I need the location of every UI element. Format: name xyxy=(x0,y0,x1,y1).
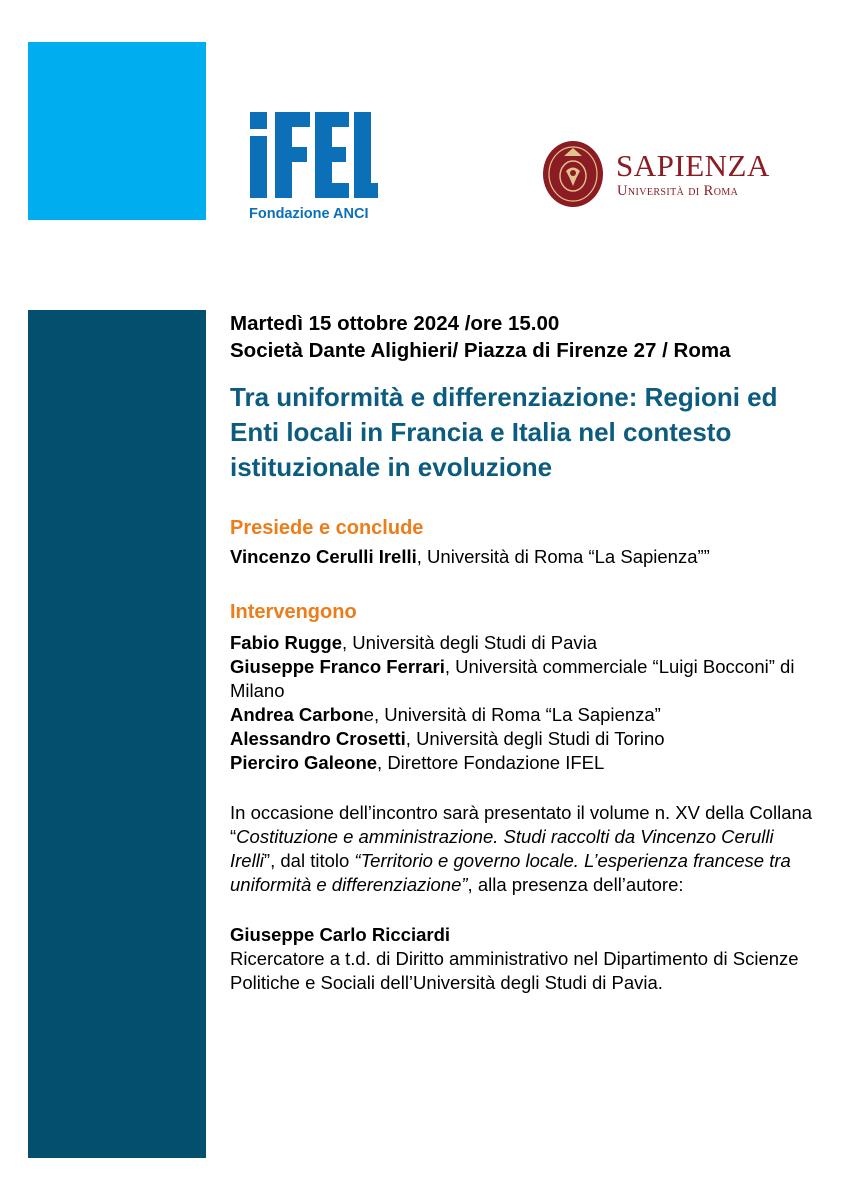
sapienza-logo xyxy=(542,138,772,212)
speaker-affiliation: , Università degli Studi di Torino xyxy=(405,728,665,749)
book-title: “Territorio e governo locale. L’esperienza francese tra uniformità e differenziazione” xyxy=(230,850,791,895)
author-name: Giuseppe Carlo Ricciardi xyxy=(230,924,451,945)
speaker-name-rest: e xyxy=(363,704,374,725)
author-block xyxy=(230,923,820,995)
decorative-cyan-block xyxy=(28,42,206,220)
presentation-outro: , alla presenza dell’autore: xyxy=(467,874,684,895)
event-content xyxy=(230,310,820,995)
presentation-intro: In occasione dell’incontro sarà presentato il volume n. XV della Collana “ xyxy=(230,802,813,847)
chair-heading: Presiede e conclude xyxy=(230,517,424,539)
speaker-affiliation: , Università commerciale “Luigi Bocconi” di Milano xyxy=(230,656,795,701)
speaker-entry xyxy=(230,727,820,751)
speaker-affiliation: , Direttore Fondazione IFEL xyxy=(377,752,605,773)
speaker-name: Giuseppe Franco Ferrari xyxy=(230,656,445,677)
speaker-name: Alessandro Crosetti xyxy=(230,728,406,749)
chair-affiliation: , Università di Roma “La Sapienza”” xyxy=(416,546,710,567)
sapienza-seal-icon xyxy=(542,140,604,208)
ifel-logo xyxy=(248,112,378,222)
sapienza-name: SAPIENZA xyxy=(616,148,770,183)
event-title: Tra uniformità e differenziazione: Regioni ed Enti locali in Francia e Italia nel contesto istituzionale in evoluzione xyxy=(230,382,778,482)
ifel-wordmark xyxy=(248,112,378,198)
presentation-paragraph xyxy=(230,801,820,897)
author-role: Ricercatore a t.d. di Diritto amministrativo nel Dipartimento di Scienze Politiche e Sociali dell’Università degli Studi di Pavia. xyxy=(230,948,799,993)
speaker-entry xyxy=(230,703,820,727)
presentation-mid: ”, dal titolo xyxy=(263,850,355,871)
series-title: Costituzione e amministrazione. Studi raccolti da Vincenzo Cerulli Irelli xyxy=(230,826,774,871)
speaker-name: Fabio Rugge xyxy=(230,632,343,653)
speaker-entry xyxy=(230,655,820,703)
speaker-affiliation: , Università degli Studi di Pavia xyxy=(342,632,598,653)
decorative-navy-sidebar xyxy=(28,310,206,1158)
speaker-name: Andrea Carbon xyxy=(230,704,364,725)
speakers-heading: Intervengono xyxy=(230,601,357,623)
chair-entry xyxy=(230,545,820,569)
speaker-affiliation: , Università di Roma “La Sapienza” xyxy=(373,704,661,725)
speaker-entry xyxy=(230,751,820,775)
sapienza-university: Università di Roma xyxy=(617,183,739,199)
chair-name: Vincenzo Cerulli Irelli xyxy=(230,546,417,567)
event-venue: Società Dante Alighieri/ Piazza di Firenze 27 / Roma xyxy=(230,339,731,362)
speaker-entry xyxy=(230,631,820,655)
event-date-time: Martedì 15 ottobre 2024 /ore 15.00 xyxy=(230,312,560,335)
ifel-subtitle: Fondazione ANCI xyxy=(249,206,369,222)
speaker-name: Pierciro Galeone xyxy=(230,752,378,773)
speakers-list xyxy=(230,631,820,775)
